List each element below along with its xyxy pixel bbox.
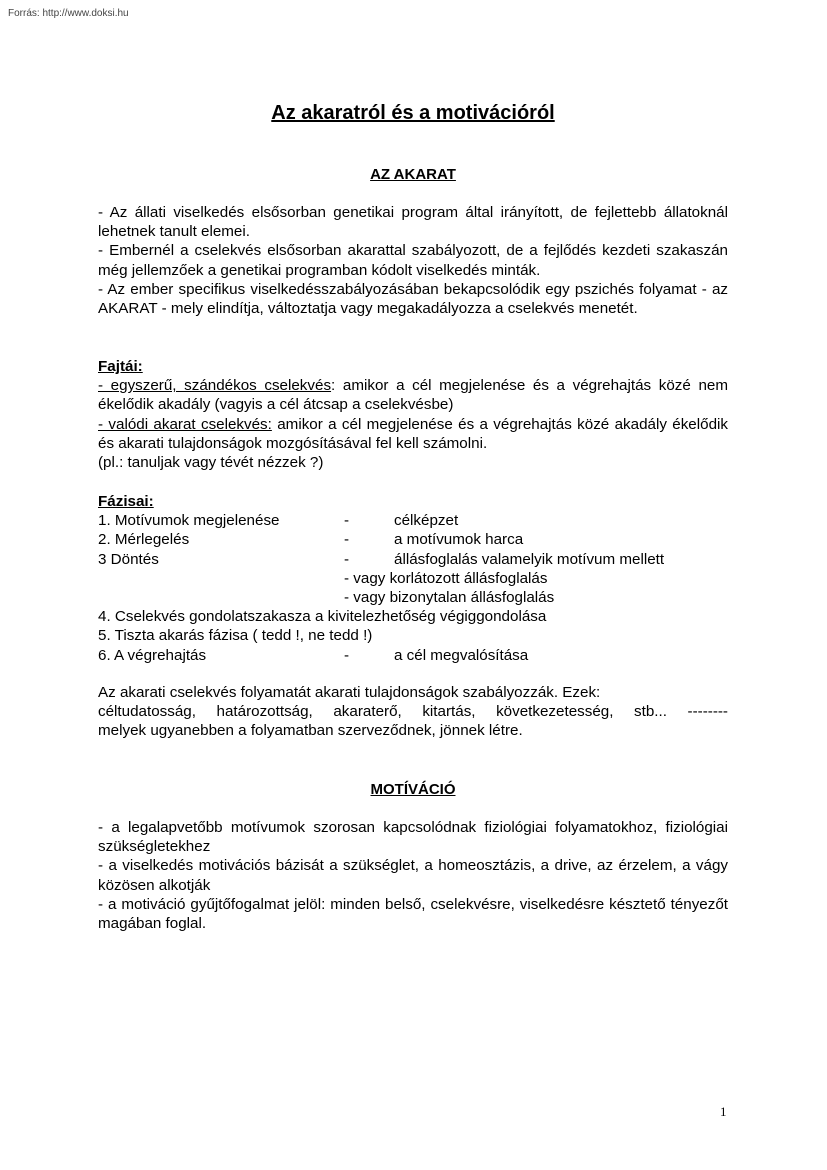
phase-dash: - — [344, 550, 350, 568]
akarati-line-3: melyek ugyanebben a folyamatban szerveződnek, jönnek létre. — [98, 722, 523, 740]
fajtai-example: (pl.: tanuljak vagy tévét nézzek ?) — [98, 454, 324, 472]
fajtai-item-1-label: - egyszerű, szándékos cselekvés — [98, 377, 332, 395]
akarati-tulajdonsagok — [98, 683, 728, 741]
fajtai-item-2 — [98, 415, 728, 453]
fajtai-item-2-text: amikor a cél megjelenése és a végrehajtás közé akadály ékelődik és akarati tulajdonságok mozgósításával fel kell számolni. — [98, 415, 728, 452]
phase-description: célképzet — [394, 512, 459, 530]
motivacio-paragraph-3: - a motiváció gyűjtőfogalmat jelöl: minden belső, cselekvésre, viselkedésre késztető tényezőt magában foglal. — [98, 895, 728, 933]
phase-dash: - — [344, 512, 350, 530]
fajtai-section — [98, 357, 728, 472]
motivacio-paragraph-2: - a viselkedés motivációs bázisát a szükséglet, a homeosztázis, a drive, az érzelem, a vágy közösen alkotják — [98, 857, 728, 894]
phase-description: a motívumok harca — [394, 531, 524, 549]
phase-dash: - — [344, 531, 350, 549]
phase-name: 1. Motívumok megjelenése — [98, 512, 280, 530]
fazisai-section — [98, 492, 728, 665]
phase-name: 2. Mérlegelés — [98, 531, 190, 549]
phase-continuation: - vagy bizonytalan állásfoglalás — [344, 588, 555, 606]
page-number: 1 — [720, 1104, 727, 1119]
fajtai-item-1 — [98, 376, 728, 414]
akarati-line-2: céltudatosság, határozottság, akaraterő, kitartás, következetesség, stb... -------- — [98, 703, 728, 721]
akarat-paragraph-2: - Embernél a cselekvés elsősorban akarattal szabályozott, de a fejlődés kezdeti szakaszán még jellemzőek a genetikai programban kódolt viselkedés minták. — [98, 242, 728, 279]
akarat-paragraph-3: - Az ember specifikus viselkedésszabályozásában bekapcsolódik egy pszichés folyamat - az AKARAT - mely elindítja, változtatja vagy megakadályozza a cselekvés menetét. — [98, 280, 728, 318]
page-title: Az akaratról és a motivációról — [271, 102, 555, 124]
motivacio-paragraphs — [98, 818, 728, 933]
phase-description: a cél megvalósítása — [394, 646, 529, 664]
motivacio-paragraph-1: - a legalapvetőbb motívumok szorosan kapcsolódnak fiziológiai folyamatokhoz, fiziológiai szükségletekhez — [98, 819, 728, 856]
phase-description: állásfoglalás valamelyik motívum mellett — [394, 550, 665, 568]
section-heading-motivacio: MOTÍVÁCIÓ — [370, 781, 456, 798]
phase-name: 6. A végrehajtás — [98, 646, 207, 664]
phase-name: 3 Döntés — [98, 550, 159, 568]
akarat-paragraphs — [98, 203, 728, 318]
section-heading-akarat: AZ AKARAT — [370, 166, 456, 183]
phase-line-4: 4. Cselekvés gondolatszakasza a kivitelezhetőség végiggondolása — [98, 608, 547, 626]
akarati-line-1: Az akarati cselekvés folyamatát akarati tulajdonságok szabályozzák. Ezek: — [98, 684, 601, 701]
phase-row — [98, 511, 728, 530]
fazisai-heading: Fázisai: — [98, 493, 154, 510]
phase-row — [98, 550, 728, 569]
phase-line-5: 5. Tiszta akarás fázisa ( tedd !, ne tedd !) — [98, 627, 373, 645]
fajtai-item-1-text: : amikor a cél megjelenése és a végrehajtás közé nem ékelődik akadály (vagyis a cél átcsap a cselekvésbe) — [98, 377, 728, 414]
phase-continuation: - vagy korlátozott állásfoglalás — [344, 569, 548, 587]
phase-row — [98, 530, 728, 549]
phase-dash: - — [344, 646, 350, 664]
source-note: Forrás: http://www.doksi.hu — [8, 8, 129, 19]
fajtai-item-2-label: - valódi akarat cselekvés: — [98, 415, 272, 433]
akarat-paragraph-1: - Az állati viselkedés elsősorban genetikai program által irányított, de fejlettebb állatoknál lehetnek tanult elemei. — [98, 204, 728, 241]
fajtai-heading: Fajtái: — [98, 358, 143, 375]
phase-row — [98, 646, 728, 665]
